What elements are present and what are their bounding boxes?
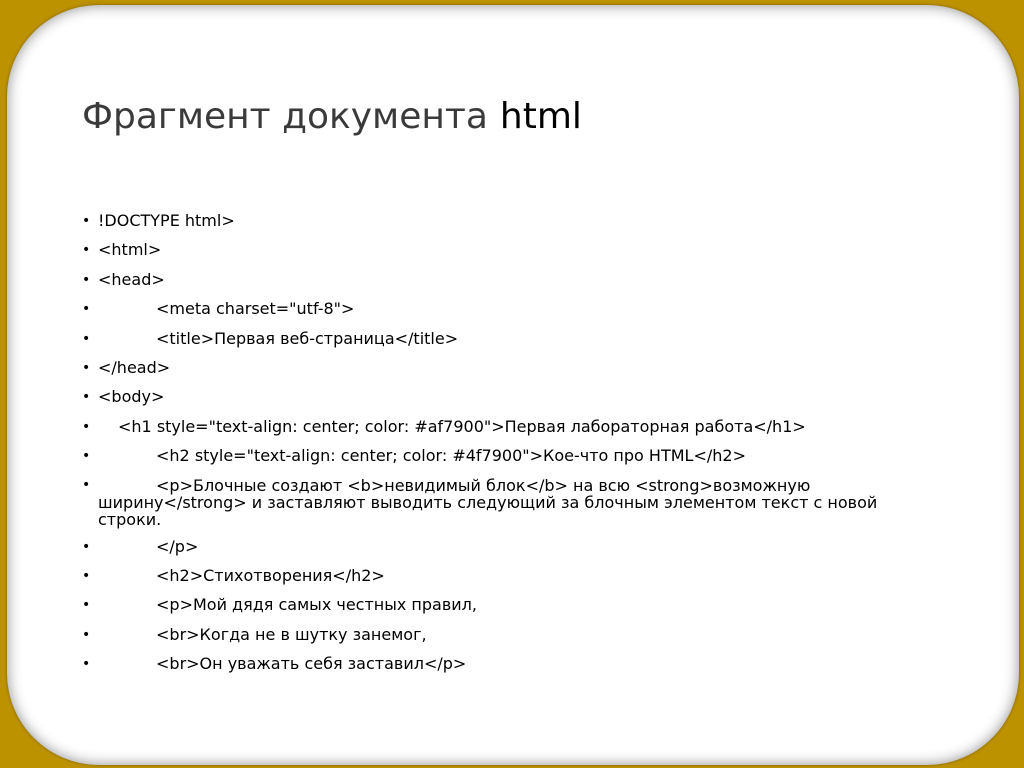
list-item-text: <meta charset="utf-8"> (156, 299, 355, 319)
list-item (82, 330, 942, 348)
bullet-icon: • (82, 418, 91, 435)
bullet-icon: • (82, 448, 91, 465)
list-item (82, 626, 942, 644)
slide-title-main: Фрагмент документа (82, 96, 488, 137)
list-item-text: <head> (98, 269, 165, 289)
bullet-icon: • (82, 213, 91, 229)
bullet-icon: • (82, 359, 91, 376)
bullet-icon: • (82, 626, 91, 643)
slide-title (82, 93, 582, 141)
bullet-icon: • (82, 301, 91, 318)
slide (7, 5, 1019, 765)
list-item-text: <p>Блочные создают <b>невидимый блок</b> на всю <strong>возможную ширину</strong> и заставляют выводить следующий за блочным элементом текст с новой строки. (98, 475, 883, 529)
bullet-icon: • (82, 597, 91, 614)
list-item-text: <html> (98, 240, 162, 260)
list-item-text: <title>Первая веб-страница</title> (156, 328, 459, 348)
list-item (82, 538, 942, 556)
list-item (82, 388, 942, 406)
list-item-text: </p> (156, 536, 199, 556)
slide-title-accent: html (499, 96, 582, 137)
bullet-icon: • (82, 242, 91, 259)
bullet-icon: • (82, 271, 91, 288)
list-item-text: <p>Мой дядя самых честных правил, (156, 595, 477, 615)
list-item-text: <body> (98, 387, 165, 407)
list-item-text: <h2 style="text-align: center; color: #4f7900">Кое-что про HTML</h2> (156, 446, 746, 466)
list-item (82, 212, 942, 230)
list-item (82, 596, 942, 614)
list-item (82, 447, 942, 465)
bullet-icon: • (82, 330, 91, 347)
list-item-text: <h1 style="text-align: center; color: #af7900">Первая лабораторная работа</h1> (118, 416, 806, 436)
bullet-icon: • (82, 389, 91, 406)
list-item-text: <br>Он уважать себя заставил</p> (156, 654, 467, 674)
list-item (82, 655, 942, 673)
list-item (82, 300, 942, 318)
bullet-icon: • (82, 538, 91, 555)
list-item (82, 271, 942, 289)
list-item-text: </head> (98, 357, 171, 377)
list-item (82, 359, 942, 377)
bullet-icon: • (82, 656, 91, 673)
bullet-icon: • (82, 567, 91, 584)
list-item-text: <br>Когда не в шутку занемог, (156, 624, 427, 644)
list-item (82, 241, 942, 259)
list-item (82, 418, 942, 436)
list-item-text: !DOCTYPE html> (98, 211, 235, 230)
list-item (82, 477, 942, 528)
list-item-text: <h2>Стихотворения</h2> (156, 565, 385, 585)
bullet-list (82, 212, 942, 684)
list-item (82, 567, 942, 585)
bullet-icon: • (82, 476, 91, 493)
